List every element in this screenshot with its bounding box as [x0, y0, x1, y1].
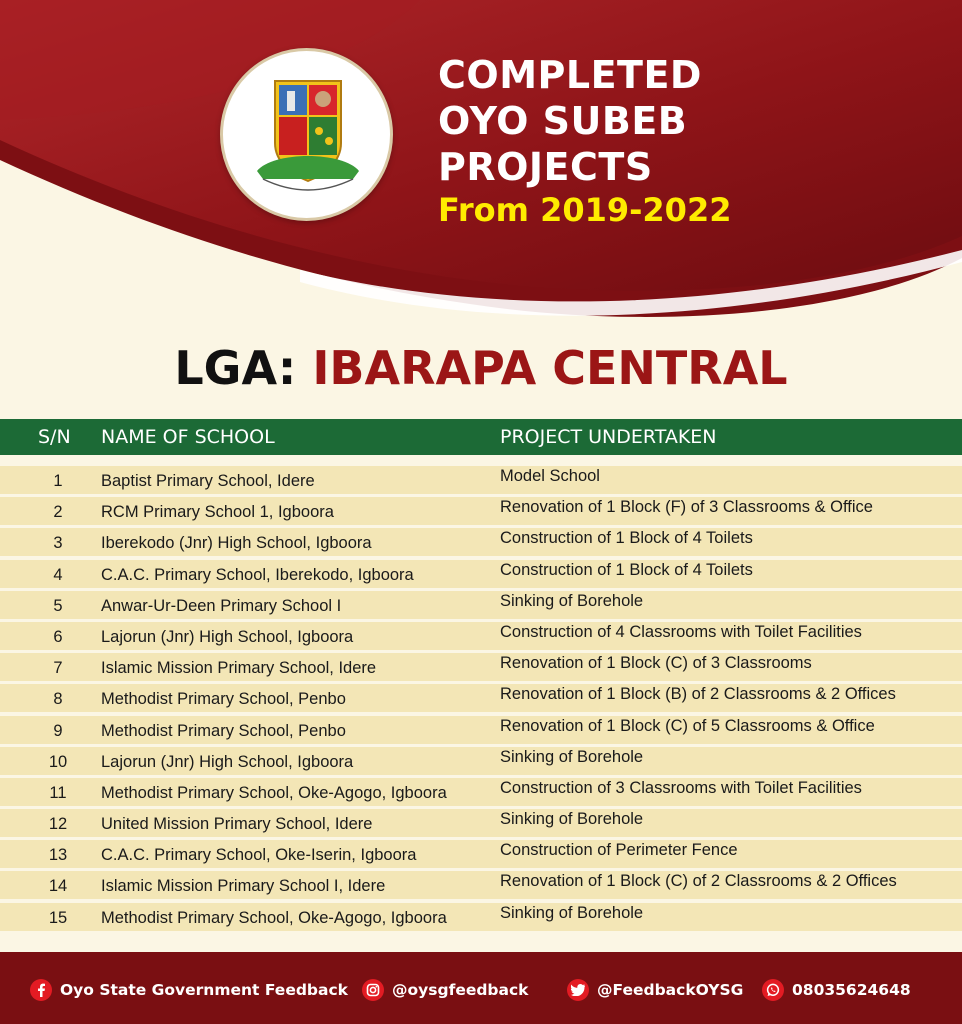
row-school-name: RCM Primary School 1, Igboora	[101, 503, 334, 522]
header-sn: S/N	[38, 426, 71, 448]
row-sn: 6	[53, 627, 63, 646]
row-school-name: Methodist Primary School, Penbo	[101, 690, 346, 709]
facebook-link[interactable]	[30, 978, 348, 1002]
row-school-name: Lajorun (Jnr) High School, Igboora	[101, 627, 354, 646]
table-row	[0, 466, 962, 494]
row-sn: 3	[53, 534, 63, 553]
row-school-name: Methodist Primary School, Oke-Agogo, Igboora	[101, 783, 447, 802]
row-project: Renovation of 1 Block (C) of 3 Classrooms	[500, 654, 812, 673]
project-table	[0, 466, 962, 934]
row-project: Sinking of Borehole	[500, 903, 644, 922]
table-row	[0, 840, 962, 868]
oyo-state-logo	[220, 48, 393, 221]
whatsapp-text: 08035624648	[792, 981, 911, 999]
row-sn: 10	[48, 752, 68, 771]
row-school-name: Islamic Mission Primary School I, Idere	[101, 877, 386, 896]
table-row	[0, 622, 962, 650]
row-sn: 11	[49, 783, 67, 802]
row-project: Construction of 1 Block of 4 Toilets	[500, 529, 753, 548]
twitter-text: @FeedbackOYSG	[597, 981, 744, 999]
row-project: Sinking of Borehole	[500, 747, 644, 766]
table-row	[0, 560, 962, 588]
row-school-name: Methodist Primary School, Penbo	[101, 721, 346, 740]
row-sn: 4	[53, 565, 63, 584]
title-date-range: From 2019-2022	[438, 191, 732, 229]
lga-label: LGA:	[174, 341, 297, 395]
header-school-name: NAME OF SCHOOL	[101, 426, 275, 448]
row-project: Renovation of 1 Block (C) of 2 Classrooms & 2 Offices	[500, 872, 897, 891]
row-sn: 1	[53, 472, 63, 490]
twitter-icon	[567, 979, 589, 1001]
table-row	[0, 528, 962, 556]
row-project: Model School	[500, 467, 600, 485]
row-project: Sinking of Borehole	[500, 591, 644, 610]
instagram-text: @oysgfeedback	[392, 981, 529, 999]
instagram-icon	[362, 979, 384, 1001]
row-sn: 2	[53, 503, 63, 522]
row-school-name: Lajorun (Jnr) High School, Igboora	[101, 752, 354, 771]
header-project: PROJECT UNDERTAKEN	[500, 426, 717, 448]
row-school-name: Islamic Mission Primary School, Idere	[101, 659, 377, 678]
row-sn: 9	[53, 721, 63, 740]
table-row	[0, 747, 962, 775]
row-project: Renovation of 1 Block (F) of 3 Classrooms & Office	[500, 498, 873, 517]
table-row	[0, 497, 962, 525]
lga-name: IBARAPA CENTRAL	[312, 341, 788, 395]
row-sn: 12	[48, 815, 68, 834]
facebook-text: Oyo State Government Feedback	[60, 981, 348, 999]
table-row	[0, 591, 962, 619]
title-line-2: OYO SUBEB	[438, 99, 688, 143]
table-row	[0, 871, 962, 899]
lga-heading	[0, 338, 962, 398]
title-line-3: PROJECTS	[438, 145, 653, 189]
coat-of-arms-icon	[223, 51, 390, 218]
row-sn: 15	[48, 908, 68, 927]
table-header	[0, 419, 962, 455]
row-project: Construction of 1 Block of 4 Toilets	[500, 560, 753, 579]
row-sn: 13	[48, 846, 68, 865]
row-sn: 7	[53, 659, 63, 678]
row-school-name: Anwar-Ur-Deen Primary School I	[101, 596, 342, 615]
row-sn: 8	[53, 690, 63, 709]
whatsapp-link[interactable]	[762, 978, 911, 1002]
table-row	[0, 809, 962, 837]
whatsapp-icon	[762, 979, 784, 1001]
table-row	[0, 716, 962, 744]
instagram-link[interactable]	[362, 978, 529, 1002]
row-school-name: United Mission Primary School, Idere	[101, 815, 373, 834]
row-school-name: C.A.C. Primary School, Iberekodo, Igboora	[101, 565, 414, 584]
row-school-name: Baptist Primary School, Idere	[101, 472, 315, 490]
table-row	[0, 653, 962, 681]
page-title	[438, 52, 778, 230]
row-project: Construction of Perimeter Fence	[500, 841, 738, 860]
row-sn: 14	[48, 877, 68, 896]
footer-bar	[0, 952, 962, 1024]
row-project: Renovation of 1 Block (B) of 2 Classrooms & 2 Offices	[500, 685, 896, 704]
row-school-name: C.A.C. Primary School, Oke-Iserin, Igboora	[101, 846, 417, 865]
row-school-name: Methodist Primary School, Oke-Agogo, Igboora	[101, 908, 447, 927]
row-project: Construction of 4 Classrooms with Toilet Facilities	[500, 622, 862, 641]
row-sn: 5	[53, 596, 63, 615]
facebook-icon	[30, 979, 52, 1001]
twitter-link[interactable]	[567, 978, 743, 1002]
row-project: Renovation of 1 Block (C) of 5 Classrooms & Office	[500, 716, 875, 735]
row-project: Construction of 3 Classrooms with Toilet Facilities	[500, 778, 862, 797]
table-row	[0, 684, 962, 712]
table-row	[0, 903, 962, 931]
title-line-1: COMPLETED	[438, 53, 702, 97]
table-row	[0, 778, 962, 806]
row-school-name: Iberekodo (Jnr) High School, Igboora	[101, 534, 372, 553]
row-project: Sinking of Borehole	[500, 810, 644, 829]
